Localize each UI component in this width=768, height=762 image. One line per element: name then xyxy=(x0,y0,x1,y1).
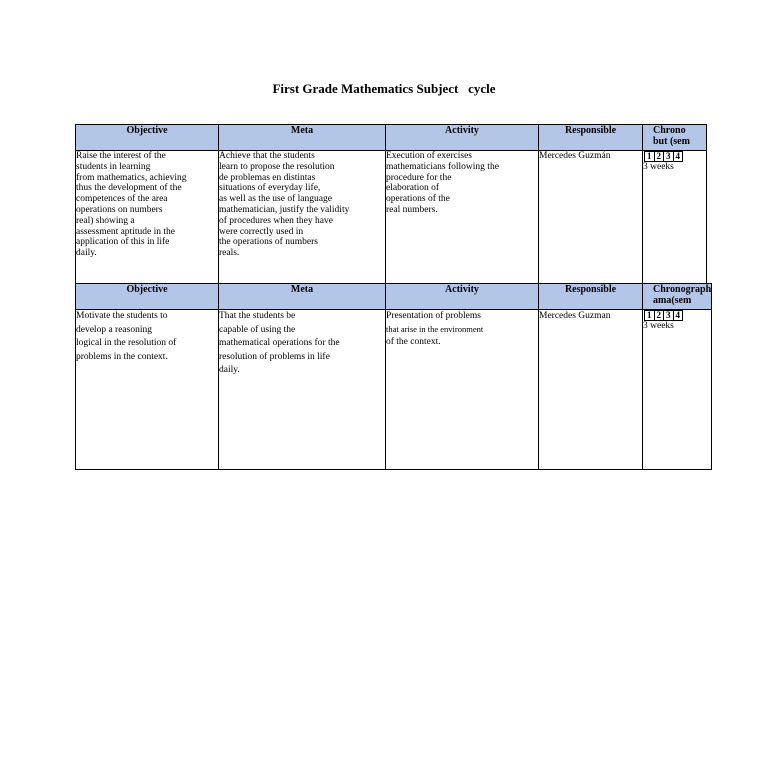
objective-line: develop a reasoning xyxy=(76,324,152,335)
objective-line: competences of the area xyxy=(76,194,168,205)
weeks-duration: 3 weeks xyxy=(643,321,674,331)
objective-line: thus the development of the xyxy=(76,183,182,194)
activity-line: operations of the xyxy=(386,194,450,205)
meta-cell xyxy=(219,310,386,470)
meta-line: de problemas en distintas xyxy=(219,172,316,183)
meta-line: of procedures when they have xyxy=(219,215,333,226)
objective-line: application of this in life xyxy=(76,237,170,248)
weeks-duration: 3 weeks xyxy=(643,162,674,172)
responsible-cell: Mercedes Guzmán xyxy=(539,151,643,284)
header-chronogram xyxy=(643,125,707,151)
activity-cell xyxy=(386,151,539,284)
week-cell: 4 xyxy=(673,311,683,321)
meta-line: were correctly used in xyxy=(219,226,304,237)
meta-line: reals. xyxy=(219,248,240,259)
meta-line: the operations of numbers xyxy=(219,237,318,248)
objective-line: real) showing a xyxy=(76,215,135,226)
header-responsible: Responsible xyxy=(539,284,643,310)
header-activity: Activity xyxy=(386,284,539,310)
week-cell: 1 xyxy=(645,311,655,321)
meta-line: situations of everyday life, xyxy=(219,183,321,194)
activity-line: of the context. xyxy=(386,337,441,347)
header-meta: Meta xyxy=(219,125,386,151)
header-chrono-line1: Chronograph xyxy=(653,284,712,295)
header-objective: Objective xyxy=(76,284,219,310)
activity-line: that arise in the environment xyxy=(386,324,484,334)
chronogram-cell xyxy=(643,310,712,470)
plan-table-1 xyxy=(75,124,707,284)
header-objective: Objective xyxy=(76,125,219,151)
header-chronogram xyxy=(643,284,712,310)
table-row xyxy=(76,310,712,470)
objective-line: problems in the context. xyxy=(76,351,168,362)
week-cell: 4 xyxy=(673,152,683,162)
week-cell: 2 xyxy=(654,311,664,321)
header-row xyxy=(76,284,712,310)
objective-line: from mathematics, achieving xyxy=(76,172,187,183)
objective-line: Motivate the students to xyxy=(76,311,168,321)
meta-line: learn to propose the resolution xyxy=(219,161,335,172)
week-cell: 3 xyxy=(664,152,674,162)
meta-cell xyxy=(219,151,386,284)
activity-cell xyxy=(386,310,539,470)
week-cell: 1 xyxy=(645,152,655,162)
meta-line: mathematician, justify the validity xyxy=(219,204,350,215)
chronogram-cell xyxy=(643,151,707,284)
meta-line: resolution of problems in life xyxy=(219,351,330,362)
plan-table-2 xyxy=(75,283,712,470)
header-activity: Activity xyxy=(386,125,539,151)
activity-line: Presentation of problems xyxy=(386,311,481,321)
objective-cell xyxy=(76,151,219,284)
responsible-cell: Mercedes Guzman xyxy=(539,310,643,470)
meta-line: capable of using the xyxy=(219,324,296,335)
objective-line: daily. xyxy=(76,248,97,259)
table-row xyxy=(76,151,707,284)
page-title: First Grade Mathematics Subject cycle xyxy=(272,81,496,96)
header-chrono-line1: Chrono xyxy=(653,125,686,136)
objective-line: logical in the resolution of xyxy=(76,338,177,348)
meta-line: That the students be xyxy=(219,311,296,321)
meta-line: mathematical operations for the xyxy=(219,338,340,348)
meta-line: Achieve that the students xyxy=(219,151,315,161)
week-cell: 2 xyxy=(654,152,664,162)
activity-line: procedure for the xyxy=(386,172,452,183)
objective-cell xyxy=(76,310,219,470)
weeks-grid xyxy=(644,151,683,162)
activity-line: mathematicians following the xyxy=(386,161,499,172)
meta-line: as well as the use of language xyxy=(219,194,332,205)
activity-line: Execution of exercises xyxy=(386,151,472,161)
objective-line: Raise the interest of the xyxy=(76,151,166,161)
header-responsible: Responsible xyxy=(539,125,643,151)
activity-line: real numbers. xyxy=(386,204,438,215)
activity-line: elaboration of xyxy=(386,183,440,194)
header-meta: Meta xyxy=(219,284,386,310)
header-chrono-line2: but (sem xyxy=(653,136,690,147)
objective-line: students in learning xyxy=(76,161,151,172)
week-cell: 3 xyxy=(664,311,674,321)
weeks-grid xyxy=(644,310,683,321)
objective-line: assessment aptitude in the xyxy=(76,226,175,237)
objective-line: operations on numbers xyxy=(76,204,163,215)
header-row xyxy=(76,125,707,151)
header-chrono-line2: ama(sem xyxy=(653,295,692,306)
meta-line: daily. xyxy=(219,365,240,375)
